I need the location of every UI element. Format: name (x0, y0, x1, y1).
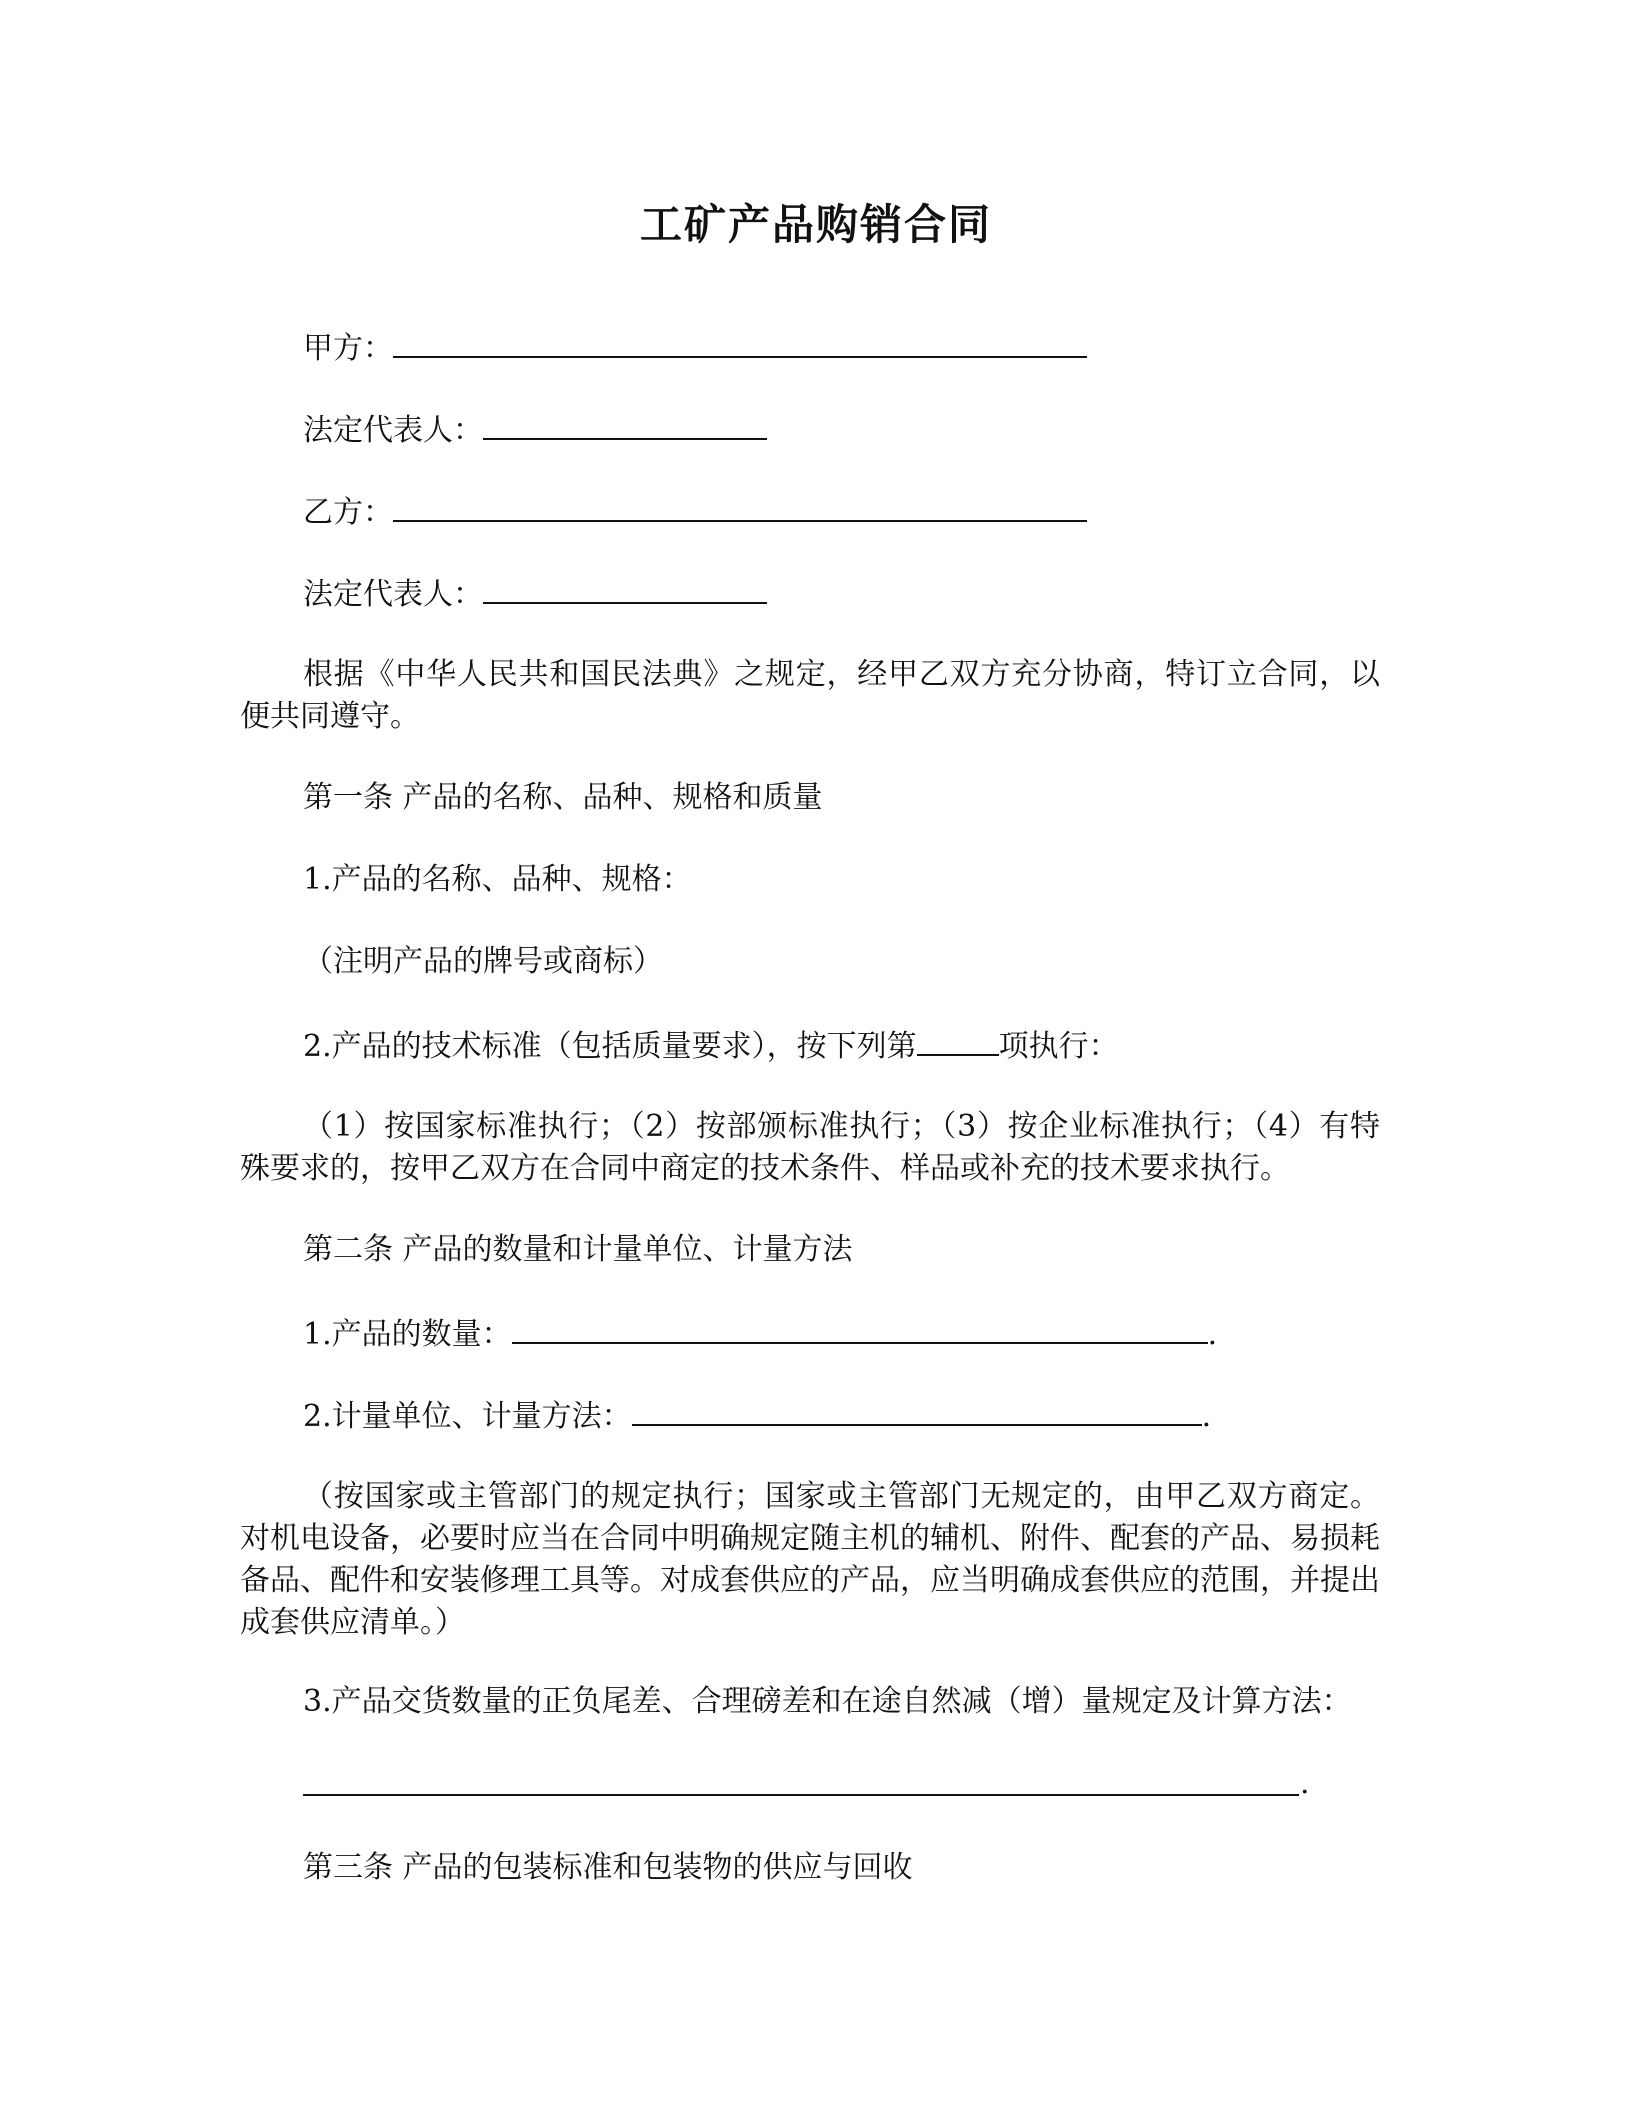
item-2-3-blank[interactable] (303, 1794, 1299, 1796)
party-a-label: 甲方： (303, 331, 393, 366)
rep-a-blank[interactable] (483, 408, 767, 440)
item-2-2-line (303, 1394, 1211, 1437)
party-b-label: 乙方： (303, 495, 393, 530)
party-b-blank[interactable] (393, 490, 1087, 522)
item-2-1-line (303, 1312, 1217, 1355)
period-mark: . (1300, 1766, 1310, 1801)
item-2-note-paragraph: （按国家或主管部门的规定执行；国家或主管部门无规定的，由甲乙双方商定。对机电设备，必要时应当在合同中明确规定随主机的辅机、附件、配套的产品、易损耗备品、配件和安装修理工具等。对成套供应的产品，应当明确成套供应的范围，并提出成套供应清单。） (240, 1479, 1380, 1640)
item-1-note: （注明产品的牌号或商标） (303, 944, 663, 979)
period-mark: . (1201, 1399, 1212, 1434)
period-mark: . (1207, 1317, 1218, 1352)
item-1-2-suffix: 项执行： (998, 1029, 1119, 1064)
party-a-line (303, 326, 1087, 369)
party-b-line (303, 490, 1087, 533)
measurement-blank[interactable] (632, 1394, 1202, 1426)
item-1-2-text: 2.产品的技术标准（包括质量要求），按下列第 (303, 1029, 917, 1064)
item-2-1-label: 1.产品的数量： (303, 1317, 512, 1352)
intro-paragraph: 根据《中华人民共和国民法典》之规定，经甲乙双方充分协商，特订立合同，以便共同遵守。 (240, 657, 1380, 734)
standards-paragraph: （1）按国家标准执行；（2）按部颁标准执行；（3）按企业标准执行；（4）有特殊要求的，按甲乙双方在合同中商定的技术条件、样品或补充的技术要求执行。 (240, 1109, 1380, 1186)
article-3-heading: 第三条 产品的包装标准和包装物的供应与回收 (303, 1850, 913, 1885)
item-1-2-line (303, 1024, 1119, 1067)
rep-b-label: 法定代表人： (303, 577, 483, 612)
item-2-3: 3.产品交货数量的正负尾差、合理磅差和在途自然减（增）量规定及计算方法： (303, 1684, 1352, 1719)
item-1-1: 1.产品的名称、品种、规格： (303, 862, 692, 897)
quantity-blank[interactable] (512, 1312, 1208, 1344)
rep-a-label: 法定代表人： (303, 413, 483, 448)
article-1-heading: 第一条 产品的名称、品种、规格和质量 (303, 780, 823, 815)
rep-a-line (303, 408, 767, 451)
party-a-blank[interactable] (393, 326, 1087, 358)
item-2-2-label: 2.计量单位、计量方法： (303, 1399, 632, 1434)
article-2-heading: 第二条 产品的数量和计量单位、计量方法 (303, 1232, 853, 1267)
rep-b-line (303, 572, 767, 615)
standard-choice-blank[interactable] (917, 1024, 999, 1056)
rep-b-blank[interactable] (483, 572, 767, 604)
document-title: 工矿产品购销合同 (639, 200, 992, 249)
